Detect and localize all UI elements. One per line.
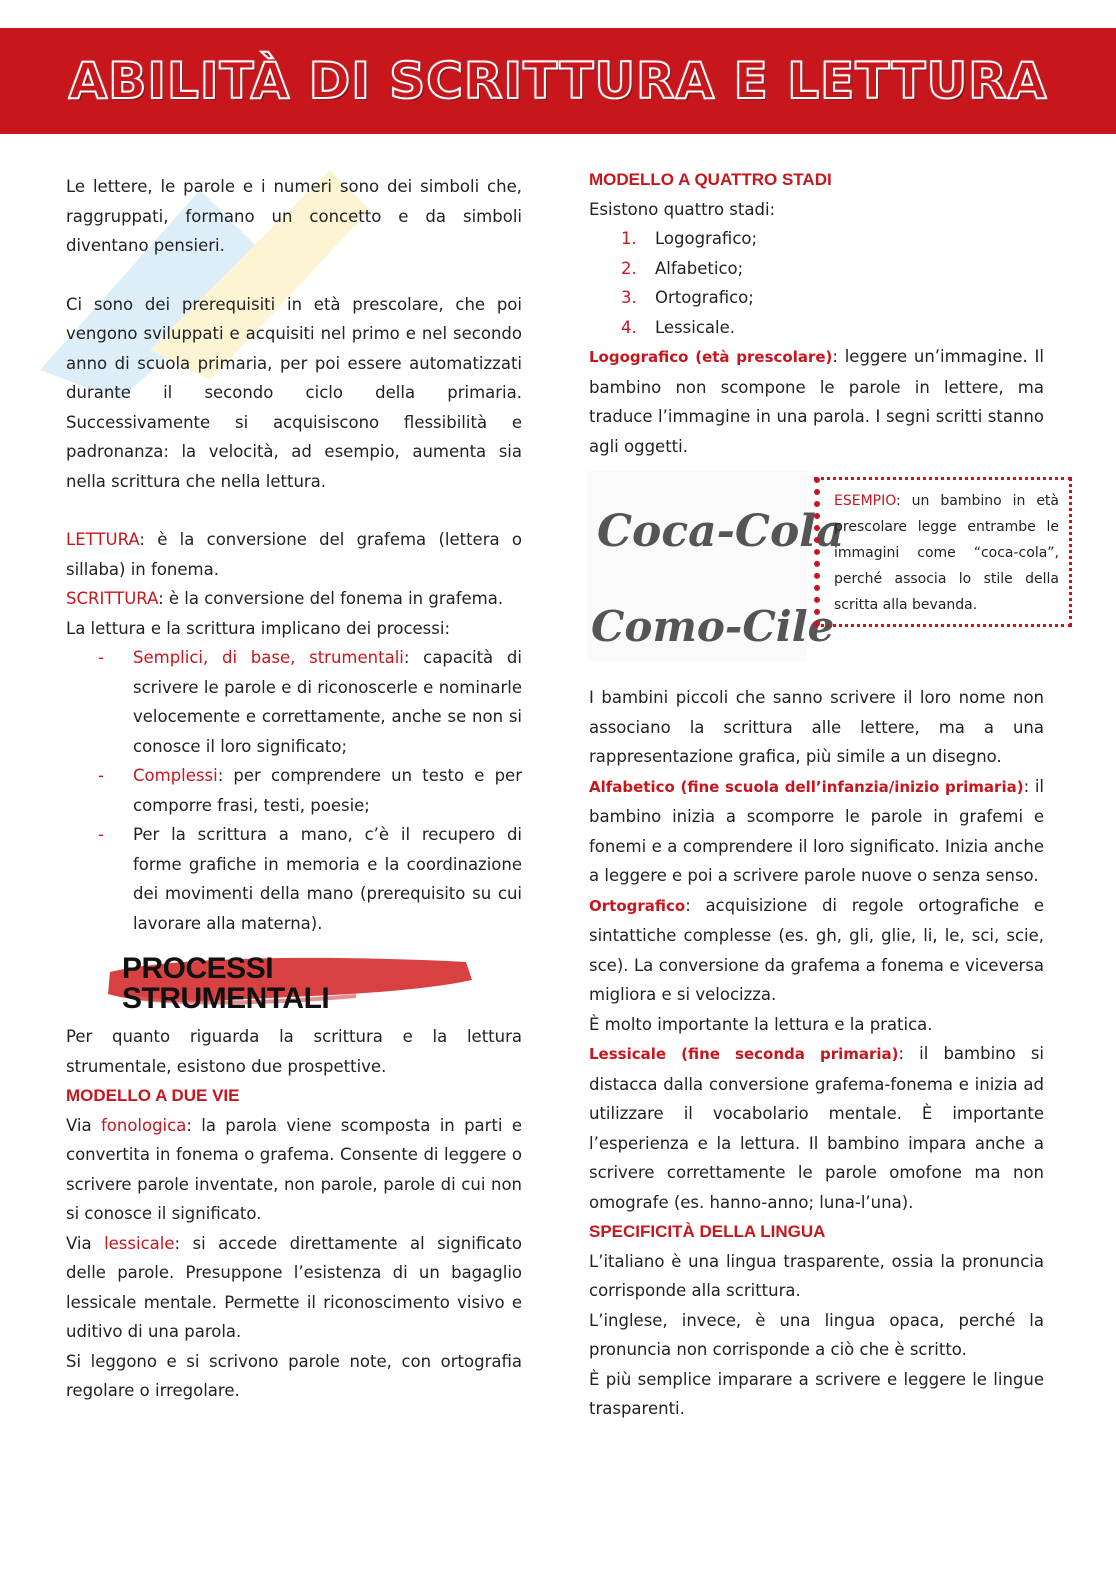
list-item — [621, 224, 1044, 254]
ortografico-paragraph — [589, 891, 1044, 1010]
stage-number: 1. — [621, 229, 637, 248]
stage-number: 3. — [621, 288, 637, 307]
stage-label: Alfabetico; — [655, 258, 744, 278]
list-item — [621, 313, 1044, 343]
via-label: Via — [66, 1115, 101, 1135]
semplice-paragraph: È più semplice imparare a scrivere e leggere le lingue trasparenti. — [589, 1369, 1044, 1418]
lessicale-paragraph — [589, 1039, 1044, 1217]
brand-logos-image — [587, 471, 845, 661]
section-heading-processi — [106, 950, 476, 1015]
stage-label: Logografico; — [655, 229, 758, 248]
modello-quattro-stadi-heading: MODELLO A QUATTRO STADI — [589, 170, 832, 189]
lettura-text: : è la conversione del grafema (lettera o sillaba) in fonema. — [66, 530, 522, 579]
ortografico-text: : acquisizione di regole ortografiche e sintattiche complesse (es. gh, gli, glie, li, le, sci, scie, sce). La conversione da grafema a fonema e viceversa migliora e si velocizza. — [589, 895, 1044, 1004]
stadi-intro: Esistono quattro stadi: — [589, 199, 776, 219]
page-title: ABILITÀ DI SCRITTURA E LETTURA — [68, 52, 1048, 110]
lettura-label: LETTURA — [66, 530, 140, 549]
example-box — [814, 477, 1072, 627]
intro-paragraph: Le lettere, le parole e i numeri sono dei simboli che, raggruppati, formano un concetto e da simboli diventano pensieri. — [66, 177, 522, 255]
esempio-text: : un bambino in età prescolare legge entrambe le immagini come “coca-cola”, perché associa lo stile della scritta alla bevanda. — [834, 493, 1059, 613]
lessicale-stage-text: : il bambino si distacca dalla conversione grafema-fonema e inizia ad utilizzare il vocabolario mentale. È importante l’esperienza e la lettura. Il bambino impara anche a scrivere correttamente le parole omofone ma non omografe (es. hanno-anno; luna-l’una). — [589, 1044, 1044, 1212]
parole-note-paragraph: Si leggono e si scrivono parole note, con ortografia regolare o irregolare. — [66, 1351, 522, 1400]
alfabetico-paragraph — [589, 772, 1044, 891]
scrittura-text: : è la conversione del fonema in grafema. — [158, 589, 504, 608]
scrittura-label: SCRITTURA — [66, 589, 159, 608]
bullet-label: Complessi — [133, 766, 218, 785]
list-item — [133, 761, 522, 820]
inglese-paragraph: L’inglese, invece, è una lingua opaca, perché la pronuncia non corrisponde a ciò che è scritto. — [589, 1310, 1044, 1359]
importante-paragraph: È molto importante la lettura e la pratica. — [589, 1014, 933, 1034]
esempio-label: ESEMPIO — [834, 493, 897, 509]
processes-list — [66, 643, 522, 938]
fonologica-text: : la parola viene scomposta in parti e convertita in fonema o grafema. Consente di leggere o scrivere parole inventate, non parole, parole di cui non si conosce il significato. — [66, 1115, 522, 1223]
via-lessicale — [66, 1229, 522, 1347]
alfabetico-label: Alfabetico (fine scuola dell’infanzia/inizio primaria) — [589, 777, 1024, 796]
logo-como-cile: Como-Cile — [591, 602, 835, 651]
lettura-definition — [66, 525, 522, 584]
right-column — [589, 165, 1059, 1424]
stage-number: 4. — [621, 317, 637, 337]
bambini-piccoli-paragraph: I bambini piccoli che sanno scrivere il loro nome non associano la scrittura alle lettere, ma a una rappresentazione grafica, più simile a un disegno. — [589, 688, 1044, 766]
stage-label: Ortografico; — [655, 288, 754, 307]
left-column — [66, 172, 522, 1406]
bullet-label: Semplici, di base, strumentali — [133, 648, 404, 667]
scrittura-definition — [66, 584, 522, 614]
italiano-paragraph: L’italiano è una lingua trasparente, ossia la pronuncia corrisponde alla scrittura. — [589, 1251, 1044, 1300]
bullet-text: : per comprendere un testo e per comporre frasi, testi, poesie; — [133, 766, 522, 815]
specificita-heading: SPECIFICITÀ DELLA LINGUA — [589, 1222, 826, 1241]
logografico-paragraph — [589, 342, 1044, 461]
list-item — [621, 254, 1044, 284]
stages-list — [589, 224, 1044, 342]
lessicale-text: : si accede direttamente al significato delle parole. Presuppone l’esistenza di un bagaglio lessicale mentale. Permette il riconoscimento visivo e uditivo di una parola. — [66, 1233, 522, 1341]
logo-coca-cola: Coca-Cola — [597, 506, 845, 557]
ortografico-label: Ortografico — [589, 896, 686, 915]
list-item — [621, 283, 1044, 313]
example-figure — [589, 471, 1059, 681]
processi-intro: La lettura e la scrittura implicano dei processi: — [66, 618, 451, 638]
via-fonologica — [66, 1111, 522, 1229]
modello-due-vie-heading: MODELLO A DUE VIE — [66, 1086, 240, 1105]
prerequisites-paragraph: Ci sono dei prerequisiti in età prescolare, che poi vengono sviluppati e acquisiti nel primo e nel secondo anno di scuola primaria, per poi essere automatizzati durante il secondo ciclo della primaria. Successivamente si acquisiscono flessibilità e padronanza: la velocità, ad esempio, aumenta sia nella scrittura che nella lettura. — [66, 294, 522, 491]
bullet-text: : capacità di scrivere le parole e di riconoscerle e nominarle velocemente e correttamente, anche se non si conosce il loro significato; — [133, 648, 522, 756]
lessicale-stage-label: Lessicale (fine seconda primaria) — [589, 1045, 899, 1063]
fonologica-label: fonologica — [100, 1115, 187, 1135]
alfabetico-text: : il bambino inizia a scomporre le parole in grafemi e fonemi e a comprendere il loro significato. Inizia anche a leggere e poi a scrivere parole nuove o senza senso. — [589, 776, 1044, 885]
title-banner — [0, 28, 1116, 134]
logografico-label: Logografico (età prescolare) — [589, 348, 833, 366]
prospettive-paragraph: Per quanto riguarda la scrittura e la lettura strumentale, esistono due prospettive. — [66, 1027, 522, 1076]
stage-label: Lessicale. — [655, 317, 735, 337]
logografico-text: : leggere un’immagine. Il bambino non scompone le parole in lettere, ma traduce l’immagine in una parola. I segni scritti stanno agli oggetti. — [589, 347, 1044, 456]
list-item — [133, 643, 522, 761]
via-label: Via — [66, 1233, 105, 1253]
list-item — [133, 820, 522, 938]
stage-number: 2. — [621, 258, 637, 278]
section-title: PROCESSI STRUMENTALI — [122, 952, 330, 1015]
lessicale-label: lessicale — [104, 1233, 175, 1253]
bullet-text: Per la scrittura a mano, c’è il recupero di forme grafiche in memoria e la coordinazione dei movimenti della mano (prerequisito su cui lavorare alla materna). — [133, 825, 522, 933]
